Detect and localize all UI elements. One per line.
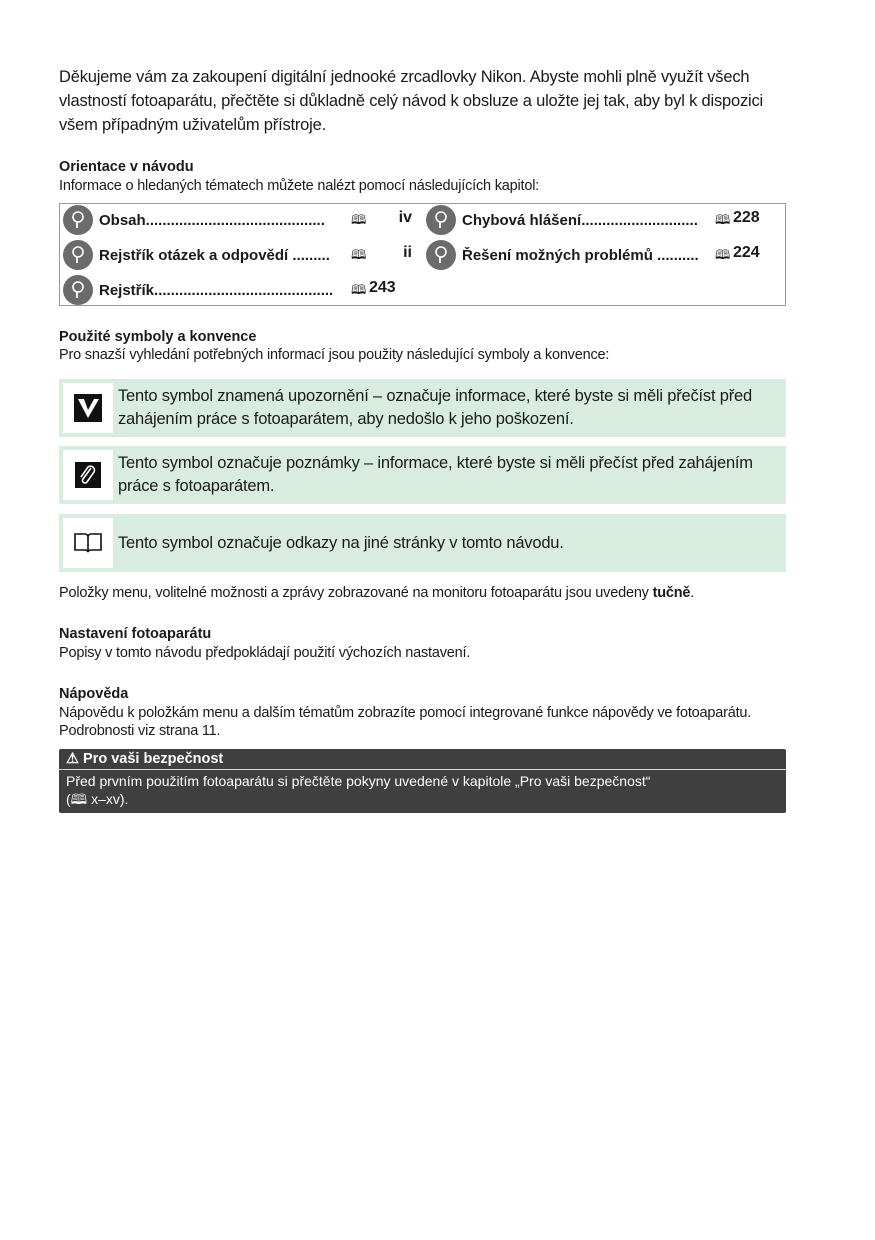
intro-paragraph: Děkujeme vám za zakoupení digitální jednooké zrcadlovky Nikon. Abyste mohli plně využít všech vlastností fotoaparátu, přečtěte si důkladně celý návod k obsluze a uložte jej tak, aby byl k dispozici všem případným uživatelům přístroje. xyxy=(59,68,763,134)
page-number: iv xyxy=(398,209,412,226)
chapter-index-box xyxy=(59,203,786,306)
safety-ref[interactable]: x–xv xyxy=(91,791,120,807)
note-paperclip-icon xyxy=(63,450,113,500)
page-number: 243 xyxy=(369,279,396,296)
magnifier-icon xyxy=(426,205,456,235)
caution-symbol-text: Tento symbol znamená upozornění – označuje informace, které byste si měli přečíst před zahájením práce s fotoaparátem, aby nedošlo k jeho poškození. xyxy=(118,387,752,428)
page-reference[interactable] xyxy=(351,281,370,303)
chapter-label: Rejstřík otázek a odpovědí ......... xyxy=(99,246,330,264)
safety-header xyxy=(59,749,786,770)
magnifier-icon xyxy=(63,240,93,270)
book-icon: 🕮 xyxy=(351,282,367,297)
chapter-label: Rejstřík........................................... xyxy=(99,281,334,299)
page-reference[interactable] xyxy=(715,211,734,233)
chapter-link[interactable] xyxy=(426,205,713,235)
chapter-link[interactable] xyxy=(426,240,713,270)
book-icon: 🕮 xyxy=(351,247,367,262)
note-symbol-row xyxy=(59,446,786,504)
safety-box xyxy=(59,749,786,813)
chapter-link[interactable] xyxy=(63,275,349,305)
reference-symbol-text: Tento symbol označuje odkazy na jiné stránky v tomto návodu. xyxy=(118,533,564,552)
symbols-heading: Použité symboly a konvence xyxy=(59,329,257,345)
magnifier-icon xyxy=(63,275,93,305)
chapter-label: Řešení možných problémů .......... xyxy=(462,246,699,264)
page-number: ii xyxy=(403,244,412,261)
chapter-label: Chybová hlášení............................ xyxy=(462,211,698,229)
caution-symbol-row xyxy=(59,379,786,437)
book-icon: 🕮 xyxy=(715,212,731,227)
help-text: Nápovědu k položkám menu a dalším tématům zobrazíte pomocí integrované funkce nápovědy ve fotoaparátu. Podrobnosti viz strana 11. xyxy=(59,705,752,739)
orientation-heading: Orientace v návodu xyxy=(59,159,194,175)
page-reference[interactable] xyxy=(715,246,734,268)
book-icon: 🕮 xyxy=(70,791,88,807)
warning-icon: ⚠ xyxy=(66,751,79,767)
menu-note-end: . xyxy=(690,585,695,601)
safety-body: Před prvním použitím fotoaparátu si přečtěte pokyny uvedené v kapitole „Pro vaši bezpečnost“ (🕮 x–xv). xyxy=(66,773,651,807)
safety-text: Před prvním použitím fotoaparátu si přečtěte pokyny uvedené v kapitole „Pro vaši bezpečnost“ xyxy=(66,773,651,789)
menu-note-text: Položky menu, volitelné možnosti a zprávy zobrazované na monitoru fotoaparátu jsou uvedeny xyxy=(59,585,653,601)
chapter-link[interactable] xyxy=(63,205,349,235)
settings-heading: Nastavení fotoaparátu xyxy=(59,626,212,642)
chapter-link[interactable] xyxy=(63,240,349,270)
page-number: 224 xyxy=(733,244,760,261)
book-icon: 🕮 xyxy=(715,247,731,262)
caution-check-icon xyxy=(63,383,113,433)
magnifier-icon xyxy=(63,205,93,235)
settings-text: Popisy v tomto návodu předpokládají použití výchozích nastavení. xyxy=(59,645,471,661)
magnifier-icon xyxy=(426,240,456,270)
page-reference[interactable] xyxy=(351,211,370,233)
reference-symbol-row xyxy=(59,514,786,572)
book-icon xyxy=(63,518,113,568)
note-symbol-text: Tento symbol označuje poznámky – informace, které byste si měli přečíst před zahájením práce s fotoaparátem. xyxy=(118,454,753,495)
orientation-text: Informace o hledaných tématech můžete nalézt pomocí následujících kapitol: xyxy=(59,178,540,194)
symbols-text: Pro snazší vyhledání potřebných informací jsou použity následující symboly a konvence: xyxy=(59,347,610,363)
help-heading: Nápověda xyxy=(59,686,129,702)
safety-ref-end: ). xyxy=(119,791,129,807)
book-icon: 🕮 xyxy=(351,212,367,227)
page-reference[interactable] xyxy=(351,246,370,268)
menu-note xyxy=(59,584,694,602)
menu-note-bold: tučně xyxy=(652,585,691,601)
page-number: 228 xyxy=(733,209,760,226)
safety-title: Pro vaši bezpečnost xyxy=(83,751,224,767)
chapter-label: Obsah........................................... xyxy=(99,211,325,229)
